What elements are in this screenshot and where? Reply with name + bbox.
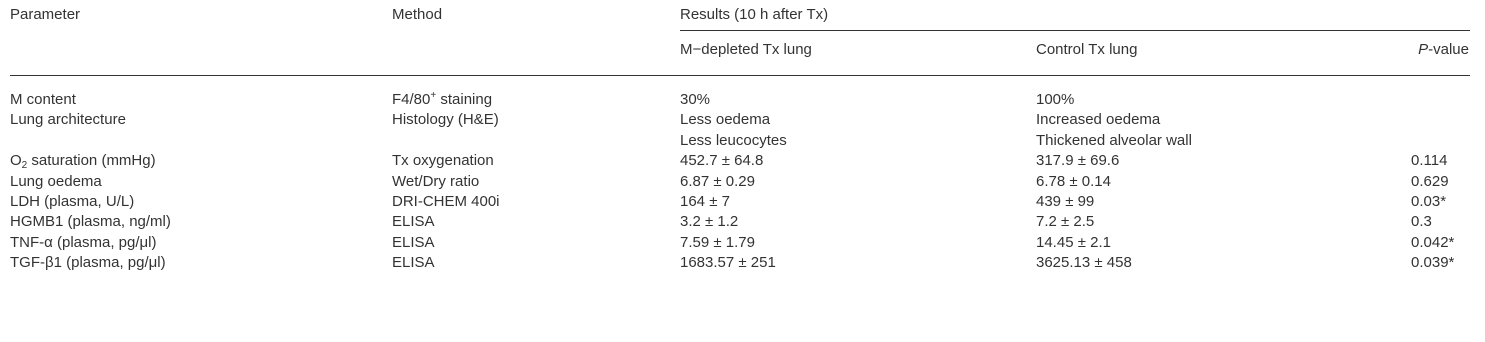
cell-depleted-value: 3.2 ± 1.2 <box>680 213 739 231</box>
header-p-italic: P <box>1418 41 1429 58</box>
cell-parameter <box>10 152 156 170</box>
cell-parameter <box>10 193 134 211</box>
cell-control-value: 317.9 ± 69.6 <box>1036 152 1120 170</box>
cell-depleted-value: 1683.57 ± 251 <box>680 254 776 272</box>
cell-p-value: 0.039* <box>1411 254 1455 272</box>
cell-control-value: 7.2 ± 2.5 <box>1036 213 1095 231</box>
cell-depleted-value: 7.59 ± 1.79 <box>680 233 755 251</box>
cell-p-value: 0.03* <box>1411 193 1447 210</box>
cell-p-value: 0.629 <box>1411 172 1449 190</box>
parameter-text: Lung oedema <box>10 172 102 190</box>
header-results-group: Results (10 h after Tx) <box>680 6 829 23</box>
cell-method <box>392 152 494 170</box>
cell-method <box>392 173 479 191</box>
cell-control-value: 6.78 ± 0.14 <box>1036 172 1111 190</box>
cell-parameter <box>10 111 126 129</box>
header-bottom-rule <box>10 75 1470 76</box>
cell-depleted-value: Less oedema <box>680 111 771 129</box>
cell-p-value: 0.3 <box>1411 213 1432 231</box>
header-method: Method <box>392 6 443 23</box>
cell-p-value: 0.042* <box>1411 233 1455 251</box>
cell-parameter <box>10 91 76 109</box>
cell-depleted-value: 452.7 ± 64.8 <box>680 152 764 170</box>
cell-control-value: 100% <box>1036 91 1075 108</box>
header-depleted-lung: M−depleted Tx lung <box>680 41 812 58</box>
parameter-text: M content <box>10 91 76 108</box>
method-text: ELISA <box>392 213 435 231</box>
header-p-rest: -value <box>1428 41 1469 58</box>
cell-control-value: 14.45 ± 2.1 <box>1036 233 1111 251</box>
cell-method <box>392 254 435 272</box>
method-text: Tx oxygenation <box>392 152 494 170</box>
header-p-value <box>1418 41 1469 59</box>
method-superscript: + <box>430 90 437 101</box>
method-text: ELISA <box>392 254 435 272</box>
results-group-rule <box>680 30 1470 31</box>
parameter-text: O <box>10 152 22 170</box>
method-text: Histology (H&E) <box>392 111 499 129</box>
cell-control-value: 3625.13 ± 458 <box>1036 254 1132 272</box>
method-text: DRI-CHEM 400i <box>392 193 500 210</box>
parameter-text-suffix: saturation (mmHg) <box>27 152 156 170</box>
cell-method <box>392 213 435 231</box>
method-text-suffix: staining <box>436 91 493 108</box>
cell-depleted-value: 164 ± 7 <box>680 193 730 210</box>
header-parameter: Parameter <box>10 6 81 23</box>
method-text: F4/80 <box>392 91 431 108</box>
parameter-text: HGMB1 (plasma, ng/ml) <box>10 213 171 231</box>
header-control-lung: Control Tx lung <box>1036 41 1138 58</box>
cell-parameter <box>10 234 157 252</box>
cell-method <box>392 193 500 211</box>
cell-control-value: Increased oedema <box>1036 111 1161 129</box>
cell-parameter <box>10 173 102 191</box>
cell-parameter <box>10 254 166 272</box>
cell-p-value: 0.114 <box>1411 152 1448 170</box>
cell-control-value: 439 ± 99 <box>1036 193 1095 210</box>
parameter-text: TGF-β1 (plasma, pg/μl) <box>10 254 166 272</box>
parameter-text: Lung architecture <box>10 111 126 129</box>
cell-parameter <box>10 213 171 231</box>
cell-method <box>392 91 492 109</box>
cell-depleted-value: 30% <box>680 91 711 108</box>
parameter-subscript: 2 <box>21 160 28 172</box>
method-text: ELISA <box>392 233 435 251</box>
cell-control-value: Thickened alveolar wall <box>1036 131 1192 149</box>
method-text: Wet/Dry ratio <box>392 172 480 190</box>
cell-depleted-value: 6.87 ± 0.29 <box>680 172 755 190</box>
parameter-text: LDH (plasma, U/L) <box>10 193 135 210</box>
cell-method <box>392 111 499 129</box>
cell-method <box>392 234 435 252</box>
parameter-text: TNF-α (plasma, pg/μl) <box>10 233 157 251</box>
cell-depleted-value: Less leucocytes <box>680 131 787 149</box>
